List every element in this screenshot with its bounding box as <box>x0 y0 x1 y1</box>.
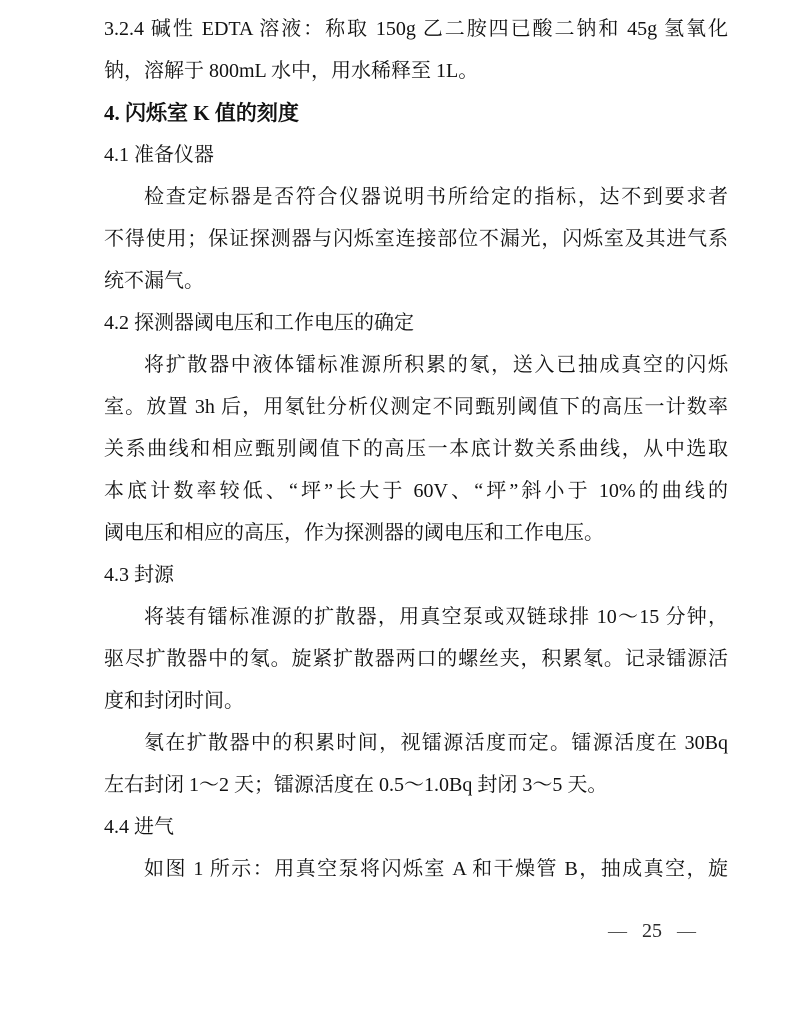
subsection-4-3-heading: 4.3 封源 <box>104 564 174 586</box>
paragraph-4-1-line-3: 统不漏气。 <box>104 270 204 292</box>
page-footer <box>608 916 696 946</box>
paragraph-4-3-line-1: 将装有镭标准源的扩散器，用真空泵或双链球排 10～15 分钟， <box>144 606 728 628</box>
paragraph-3-2-4-line-1: 3.2.4 碱性 EDTA 溶液：称取 150g 乙二胺四已酸二钠和 45g 氢氧化 <box>104 18 728 40</box>
footer-right-dash: — <box>677 920 696 942</box>
paragraph-4-2-line-4: 本底计数率较低、“坪”长大于 60V、“坪”斜小于 10%的曲线的 <box>104 480 728 502</box>
footer-left-dash: — <box>608 920 627 942</box>
paragraph-3-2-4-line-2: 钠，溶解于 800mL 水中，用水稀释至 1L。 <box>104 60 479 82</box>
paragraph-4-3b-line-2: 左右封闭 1～2 天；镭源活度在 0.5～1.0Bq 封闭 3～5 天。 <box>104 774 608 796</box>
paragraph-4-1-line-1: 检查定标器是否符合仪器说明书所给定的指标，达不到要求者 <box>144 186 728 208</box>
page-number: 25 <box>642 919 662 942</box>
subsection-4-1-heading: 4.1 准备仪器 <box>104 144 214 166</box>
paragraph-4-1-line-2: 不得使用；保证探测器与闪烁室连接部位不漏光，闪烁室及其进气系 <box>104 228 728 250</box>
document-text-block <box>104 8 728 890</box>
subsection-4-4-heading: 4.4 进气 <box>104 816 174 838</box>
paragraph-4-2-line-3: 关系曲线和相应甄别阈值下的高压一本底计数关系曲线，从中选取 <box>104 438 728 460</box>
paragraph-4-3b-line-1: 氡在扩散器中的积累时间，视镭源活度而定。镭源活度在 30Bq <box>144 732 728 754</box>
paragraph-4-2-line-5: 阈电压和相应的高压，作为探测器的阈电压和工作电压。 <box>104 522 604 544</box>
paragraph-4-4-line-1: 如图 1 所示：用真空泵将闪烁室 A 和干燥管 B，抽成真空，旋 <box>144 858 728 880</box>
paragraph-4-2-line-2: 室。放置 3h 后，用氡钍分析仪测定不同甄别阈值下的高压一计数率 <box>104 396 728 418</box>
section-4-heading: 4. 闪烁室 K 值的刻度 <box>104 101 299 125</box>
paragraph-4-2-line-1: 将扩散器中液体镭标准源所积累的氡，送入已抽成真空的闪烁 <box>144 354 728 376</box>
paragraph-4-3-line-3: 度和封闭时间。 <box>104 690 244 712</box>
subsection-4-2-heading: 4.2 探测器阈电压和工作电压的确定 <box>104 312 414 334</box>
paragraph-4-3-line-2: 驱尽扩散器中的氡。旋紧扩散器两口的螺丝夹，积累氡。记录镭源活 <box>104 648 728 670</box>
